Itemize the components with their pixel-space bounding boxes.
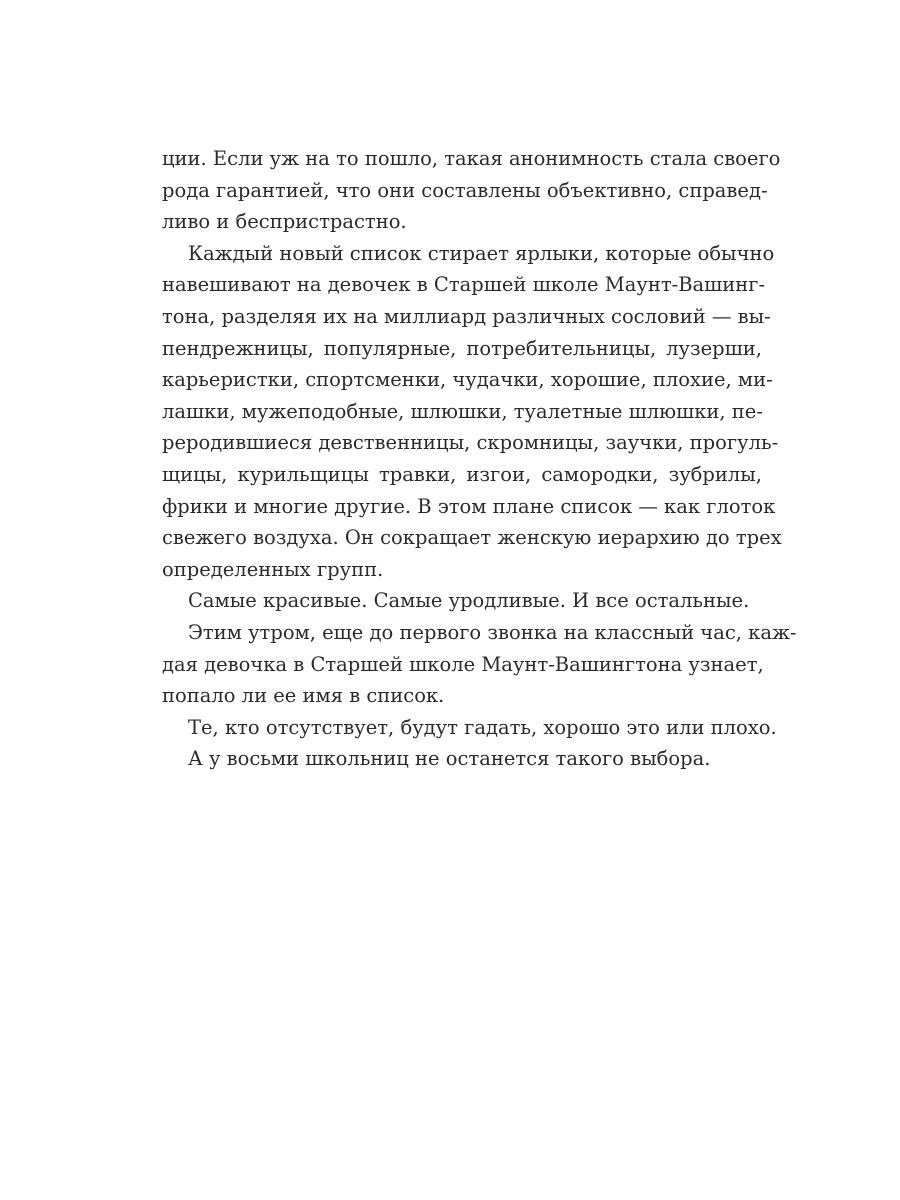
text-line: свежего воздуха. Он сокращает женскую иерархию до трех [162, 526, 782, 550]
text-line: Те, кто отсутствует, будут гадать, хорошо это или плохо. [188, 715, 777, 739]
body-text [162, 143, 797, 775]
text-line: щицы, курильщицы травки, изгои, самородки, зубрилы, [162, 462, 762, 486]
text-line: определенных групп. [162, 557, 384, 581]
text-line: пендрежницы, популярные, потребительницы, лузерши, [162, 336, 762, 360]
text-line: навешивают на девочек в Старшей школе Маунт-Вашинг- [162, 273, 766, 297]
text-line: карьеристки, спортсменки, чудачки, хорошие, плохие, ми- [162, 368, 773, 392]
paragraph [162, 238, 782, 586]
paragraph [162, 743, 762, 775]
paragraph [162, 617, 797, 712]
text-line: попало ли ее имя в список. [162, 684, 445, 708]
text-line: ции. Если уж на то пошло, такая анонимность стала своего [162, 147, 781, 170]
text-line: лашки, мужеподобные, шлюшки, туалетные шлюшки, пе- [162, 399, 763, 423]
text-line: А у восьми школьниц не останется такого выбора. [188, 747, 711, 771]
text-line: Самые красивые. Самые уродливые. И все остальные. [188, 589, 750, 613]
paragraph [162, 712, 777, 744]
text-line: ливо и беспристрастно. [162, 210, 407, 234]
text-line: Этим утром, еще до первого звонка на классный час, каж- [188, 620, 797, 644]
text-line: фрики и многие другие. В этом плане список — как глоток [162, 494, 776, 518]
text-line: дая девочка в Старшей школе Маунт-Вашингтона узнает, [162, 652, 764, 676]
paragraph [162, 143, 781, 238]
text-line: Каждый новый список стирает ярлыки, которые обычно [188, 241, 775, 265]
paragraph [162, 585, 762, 617]
text-line: тона, разделяя их на миллиард различных сословий — вы- [162, 304, 771, 328]
text-line: реродившиеся девственницы, скромницы, заучки, прогуль- [162, 431, 779, 455]
text-line: рода гарантией, что они составлены объективно, справед- [162, 178, 768, 202]
